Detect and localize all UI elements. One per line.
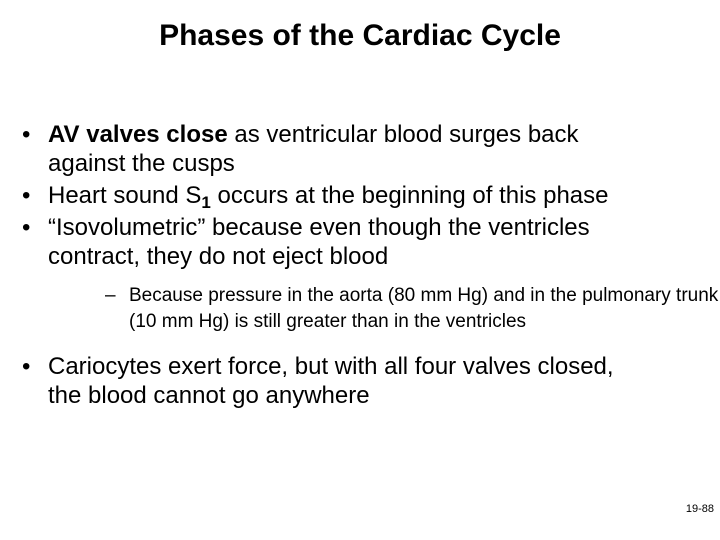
subbullet-marker: – bbox=[105, 285, 116, 306]
subbullet-text: Because pressure in the aorta (80 mm Hg) and in the pulmonary trunk (10 mm Hg) is still greater than in the ventricles bbox=[129, 285, 719, 332]
bullet-marker: • bbox=[22, 121, 31, 148]
subbullet-list bbox=[48, 283, 719, 335]
bullet-bold-text: AV valves close bbox=[48, 121, 228, 148]
bullet-av-valves bbox=[0, 120, 650, 178]
bullet-text: as ventricular blood surges back against the cusps bbox=[48, 121, 579, 177]
bullet-text: occurs at the beginning of this phase bbox=[210, 182, 609, 209]
bullet-text: Cariocytes exert force, but with all four valves closed, the blood cannot go anywhere bbox=[48, 353, 614, 409]
page-number: 19-88 bbox=[685, 503, 714, 515]
bullet-text: Heart sound S bbox=[48, 182, 202, 209]
subscript: 1 bbox=[201, 193, 211, 212]
subbullet-pressure bbox=[48, 283, 720, 335]
bullet-marker: • bbox=[22, 182, 31, 209]
slide-title: Phases of the Cardiac Cycle bbox=[159, 19, 561, 52]
bullet-text: “Isovolumetric” because even though the ventricles contract, they do not eject blood bbox=[48, 214, 590, 270]
bullet-marker: • bbox=[22, 353, 31, 380]
bullet-isovolumetric bbox=[0, 213, 719, 335]
bullet-list bbox=[0, 120, 720, 410]
bullet-heart-sound bbox=[0, 181, 650, 210]
bullet-cardiocytes bbox=[0, 352, 650, 410]
bullet-marker: • bbox=[22, 214, 31, 241]
